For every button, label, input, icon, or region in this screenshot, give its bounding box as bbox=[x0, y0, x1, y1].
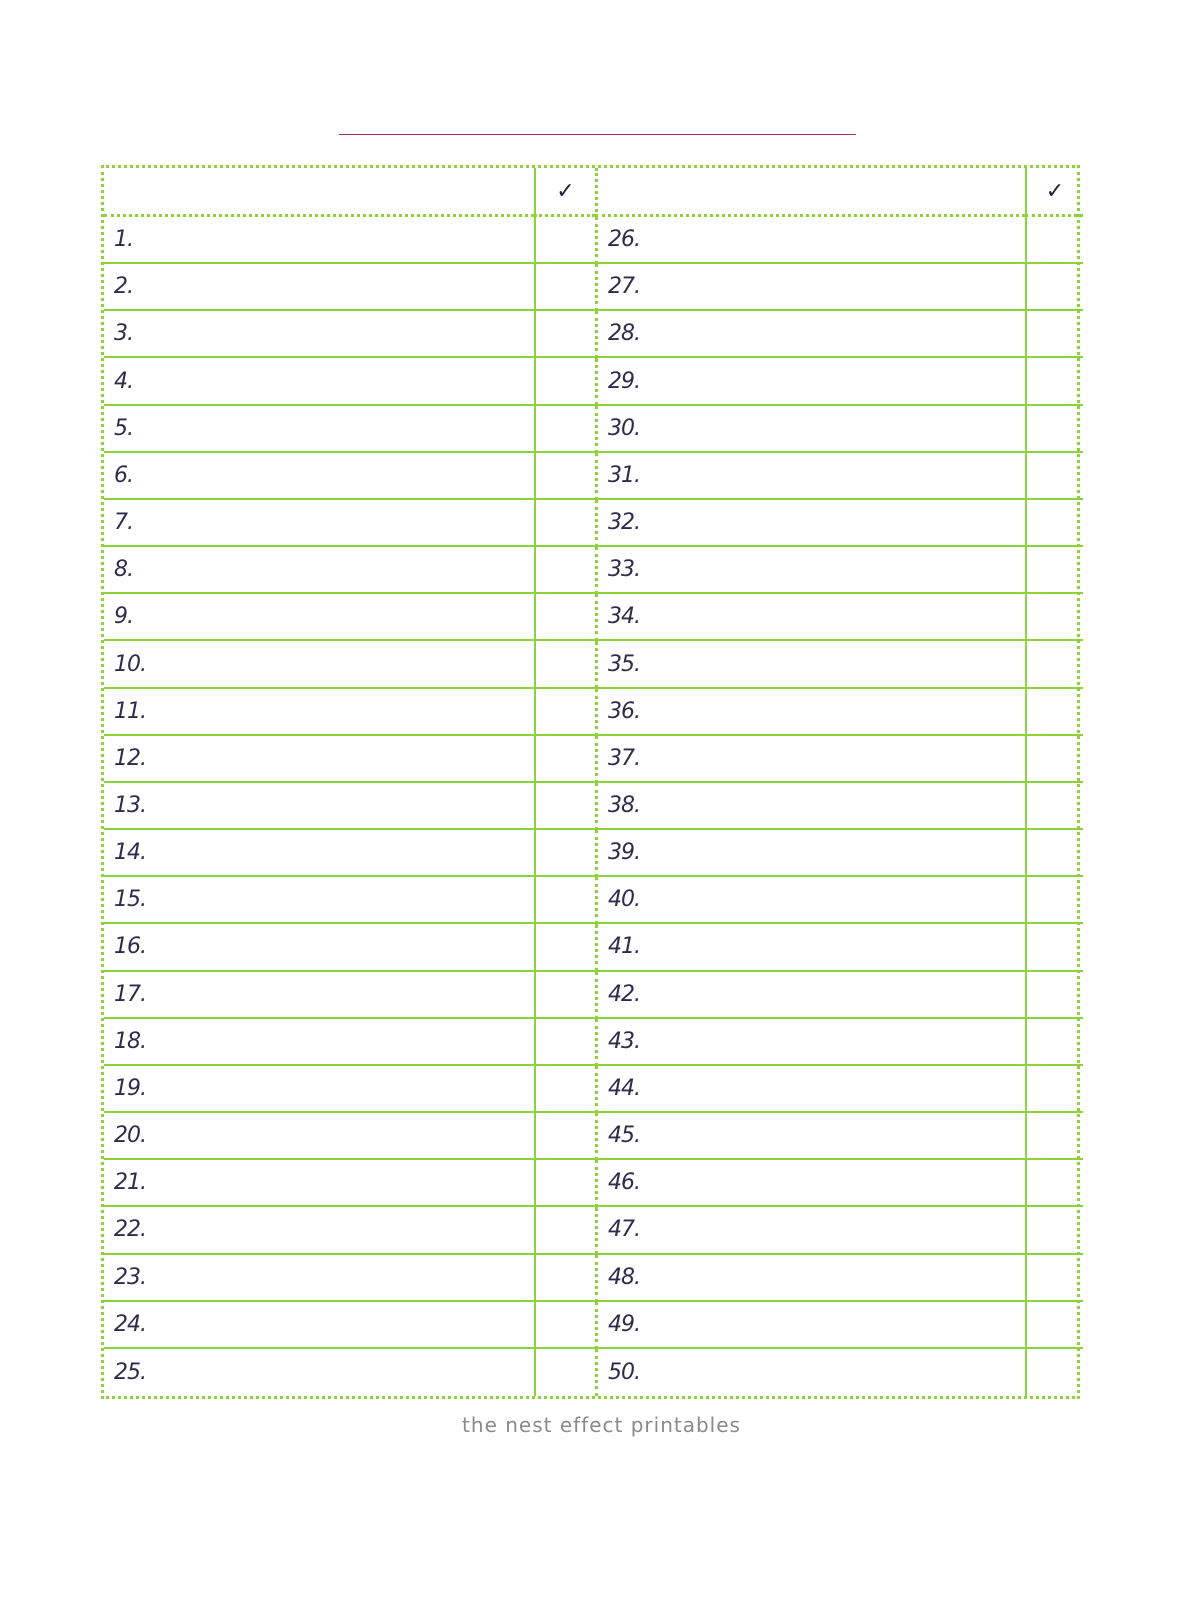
checkbox-right[interactable] bbox=[1025, 453, 1083, 500]
checkbox-left[interactable] bbox=[534, 311, 595, 358]
item-number: 2. bbox=[114, 274, 133, 300]
item-right[interactable] bbox=[595, 783, 1025, 830]
checkbox-right[interactable] bbox=[1025, 1207, 1083, 1254]
checkbox-left[interactable] bbox=[534, 1066, 595, 1113]
item-number: 4. bbox=[114, 368, 133, 394]
checkbox-right[interactable] bbox=[1025, 594, 1083, 641]
item-number: 21. bbox=[114, 1170, 146, 1196]
item-number: 41. bbox=[608, 934, 640, 960]
item-number: 6. bbox=[114, 462, 133, 488]
checkbox-right[interactable] bbox=[1025, 358, 1083, 405]
checkbox-left[interactable] bbox=[534, 264, 595, 311]
item-left[interactable] bbox=[104, 594, 534, 641]
checkbox-left[interactable] bbox=[534, 972, 595, 1019]
checkbox-left[interactable] bbox=[534, 1113, 595, 1160]
item-number: 17. bbox=[114, 981, 146, 1007]
checkbox-right[interactable] bbox=[1025, 689, 1083, 736]
checkbox-left[interactable] bbox=[534, 406, 595, 453]
checkbox-right[interactable] bbox=[1025, 924, 1083, 971]
item-left[interactable] bbox=[104, 972, 534, 1019]
checkmark-icon: ✓ bbox=[556, 178, 575, 204]
item-number: 40. bbox=[608, 887, 640, 913]
checkbox-left[interactable] bbox=[534, 1302, 595, 1349]
item-number: 11. bbox=[114, 698, 146, 724]
item-left[interactable] bbox=[104, 453, 534, 500]
item-number: 38. bbox=[608, 792, 640, 818]
item-number: 9. bbox=[114, 604, 133, 630]
checkbox-left[interactable] bbox=[534, 1349, 595, 1396]
item-number: 12. bbox=[114, 745, 146, 771]
item-number: 8. bbox=[114, 557, 133, 583]
item-left[interactable] bbox=[104, 924, 534, 971]
checkbox-left[interactable] bbox=[534, 689, 595, 736]
item-number: 31. bbox=[608, 462, 640, 488]
item-right[interactable] bbox=[595, 1019, 1025, 1066]
checkbox-right[interactable] bbox=[1025, 830, 1083, 877]
item-left[interactable] bbox=[104, 1349, 534, 1396]
item-number: 27. bbox=[608, 274, 640, 300]
item-number: 7. bbox=[114, 510, 133, 536]
checklist-grid bbox=[104, 168, 1077, 1396]
item-number: 45. bbox=[608, 1123, 640, 1149]
item-left[interactable] bbox=[104, 689, 534, 736]
item-number: 37. bbox=[608, 745, 640, 771]
checkbox-left[interactable] bbox=[534, 830, 595, 877]
item-number: 14. bbox=[114, 840, 146, 866]
item-right[interactable] bbox=[595, 1255, 1025, 1302]
item-right[interactable] bbox=[595, 217, 1025, 264]
checkbox-left[interactable] bbox=[534, 547, 595, 594]
item-number: 3. bbox=[114, 321, 133, 347]
header-check-right bbox=[1025, 168, 1083, 217]
item-left[interactable] bbox=[104, 217, 534, 264]
checkbox-right[interactable] bbox=[1025, 1349, 1083, 1396]
item-number: 42. bbox=[608, 981, 640, 1007]
item-right[interactable] bbox=[595, 1066, 1025, 1113]
item-number: 25. bbox=[114, 1359, 146, 1385]
checkbox-left[interactable] bbox=[534, 594, 595, 641]
item-left[interactable] bbox=[104, 1066, 534, 1113]
item-right[interactable] bbox=[595, 1207, 1025, 1254]
item-right[interactable] bbox=[595, 547, 1025, 594]
item-number: 5. bbox=[114, 415, 133, 441]
item-number: 18. bbox=[114, 1028, 146, 1054]
item-number: 43. bbox=[608, 1028, 640, 1054]
checklist-table bbox=[101, 165, 1080, 1399]
item-number: 15. bbox=[114, 887, 146, 913]
checkbox-right[interactable] bbox=[1025, 1066, 1083, 1113]
item-left[interactable] bbox=[104, 500, 534, 547]
checkmark-icon: ✓ bbox=[1045, 178, 1065, 204]
checkbox-left[interactable] bbox=[534, 217, 595, 264]
item-left[interactable] bbox=[104, 1113, 534, 1160]
item-number: 46. bbox=[608, 1170, 640, 1196]
item-right[interactable] bbox=[595, 311, 1025, 358]
item-number: 19. bbox=[114, 1075, 146, 1101]
checkbox-left[interactable] bbox=[534, 877, 595, 924]
item-number: 33. bbox=[608, 557, 640, 583]
checkbox-left[interactable] bbox=[534, 358, 595, 405]
item-number: 48. bbox=[608, 1264, 640, 1290]
item-left[interactable] bbox=[104, 1255, 534, 1302]
item-right[interactable] bbox=[595, 264, 1025, 311]
item-left[interactable] bbox=[104, 406, 534, 453]
item-left[interactable] bbox=[104, 1160, 534, 1207]
item-number: 20. bbox=[114, 1123, 146, 1149]
item-right[interactable] bbox=[595, 830, 1025, 877]
item-number: 29. bbox=[608, 368, 640, 394]
item-number: 1. bbox=[114, 227, 133, 253]
item-right[interactable] bbox=[595, 924, 1025, 971]
checkbox-right[interactable] bbox=[1025, 641, 1083, 688]
checkbox-right[interactable] bbox=[1025, 1160, 1083, 1207]
checkbox-right[interactable] bbox=[1025, 1019, 1083, 1066]
checkbox-right[interactable] bbox=[1025, 264, 1083, 311]
item-left[interactable] bbox=[104, 641, 534, 688]
item-right[interactable] bbox=[595, 877, 1025, 924]
item-left[interactable] bbox=[104, 1302, 534, 1349]
item-number: 32. bbox=[608, 510, 640, 536]
checkbox-left[interactable] bbox=[534, 736, 595, 783]
item-number: 47. bbox=[608, 1217, 640, 1243]
checkbox-left[interactable] bbox=[534, 641, 595, 688]
item-right[interactable] bbox=[595, 1349, 1025, 1396]
item-right[interactable] bbox=[595, 641, 1025, 688]
checkbox-right[interactable] bbox=[1025, 406, 1083, 453]
title-line bbox=[339, 134, 856, 135]
checkbox-left[interactable] bbox=[534, 1207, 595, 1254]
item-left[interactable] bbox=[104, 311, 534, 358]
item-number: 44. bbox=[608, 1075, 640, 1101]
checkbox-right[interactable] bbox=[1025, 736, 1083, 783]
item-number: 16. bbox=[114, 934, 146, 960]
checkbox-right[interactable] bbox=[1025, 217, 1083, 264]
checkbox-left[interactable] bbox=[534, 1255, 595, 1302]
item-right[interactable] bbox=[595, 406, 1025, 453]
item-right[interactable] bbox=[595, 1113, 1025, 1160]
item-left[interactable] bbox=[104, 783, 534, 830]
item-right[interactable] bbox=[595, 689, 1025, 736]
header-item-left bbox=[104, 168, 534, 217]
checkbox-left[interactable] bbox=[534, 924, 595, 971]
checkbox-left[interactable] bbox=[534, 1019, 595, 1066]
footer-credit: the nest effect printables bbox=[462, 1413, 741, 1437]
item-number: 50. bbox=[608, 1359, 640, 1385]
checkbox-right[interactable] bbox=[1025, 1302, 1083, 1349]
checkbox-right[interactable] bbox=[1025, 1113, 1083, 1160]
item-number: 23. bbox=[114, 1264, 146, 1290]
item-right[interactable] bbox=[595, 358, 1025, 405]
checkbox-left[interactable] bbox=[534, 783, 595, 830]
item-right[interactable] bbox=[595, 594, 1025, 641]
item-number: 22. bbox=[114, 1217, 146, 1243]
item-right[interactable] bbox=[595, 1302, 1025, 1349]
item-number: 39. bbox=[608, 840, 640, 866]
item-number: 26. bbox=[608, 227, 640, 253]
item-number: 35. bbox=[608, 651, 640, 677]
item-left[interactable] bbox=[104, 264, 534, 311]
checkbox-left[interactable] bbox=[534, 453, 595, 500]
checkbox-right[interactable] bbox=[1025, 311, 1083, 358]
item-right[interactable] bbox=[595, 500, 1025, 547]
checkbox-left[interactable] bbox=[534, 1160, 595, 1207]
item-number: 36. bbox=[608, 698, 640, 724]
item-number: 49. bbox=[608, 1311, 640, 1337]
checkbox-right[interactable] bbox=[1025, 877, 1083, 924]
item-number: 13. bbox=[114, 792, 146, 818]
item-left[interactable] bbox=[104, 358, 534, 405]
checkbox-left[interactable] bbox=[534, 500, 595, 547]
item-right[interactable] bbox=[595, 736, 1025, 783]
item-number: 28. bbox=[608, 321, 640, 347]
item-number: 30. bbox=[608, 415, 640, 441]
checkbox-right[interactable] bbox=[1025, 547, 1083, 594]
item-number: 34. bbox=[608, 604, 640, 630]
header-item-right bbox=[595, 168, 1025, 217]
checkbox-right[interactable] bbox=[1025, 1255, 1083, 1302]
item-right[interactable] bbox=[595, 1160, 1025, 1207]
item-left[interactable] bbox=[104, 1207, 534, 1254]
item-left[interactable] bbox=[104, 736, 534, 783]
checkbox-right[interactable] bbox=[1025, 783, 1083, 830]
item-number: 24. bbox=[114, 1311, 146, 1337]
item-left[interactable] bbox=[104, 830, 534, 877]
header-check-left bbox=[534, 168, 595, 217]
item-left[interactable] bbox=[104, 547, 534, 594]
item-left[interactable] bbox=[104, 877, 534, 924]
item-right[interactable] bbox=[595, 453, 1025, 500]
item-number: 10. bbox=[114, 651, 146, 677]
checkbox-right[interactable] bbox=[1025, 972, 1083, 1019]
item-left[interactable] bbox=[104, 1019, 534, 1066]
checkbox-right[interactable] bbox=[1025, 500, 1083, 547]
item-right[interactable] bbox=[595, 972, 1025, 1019]
